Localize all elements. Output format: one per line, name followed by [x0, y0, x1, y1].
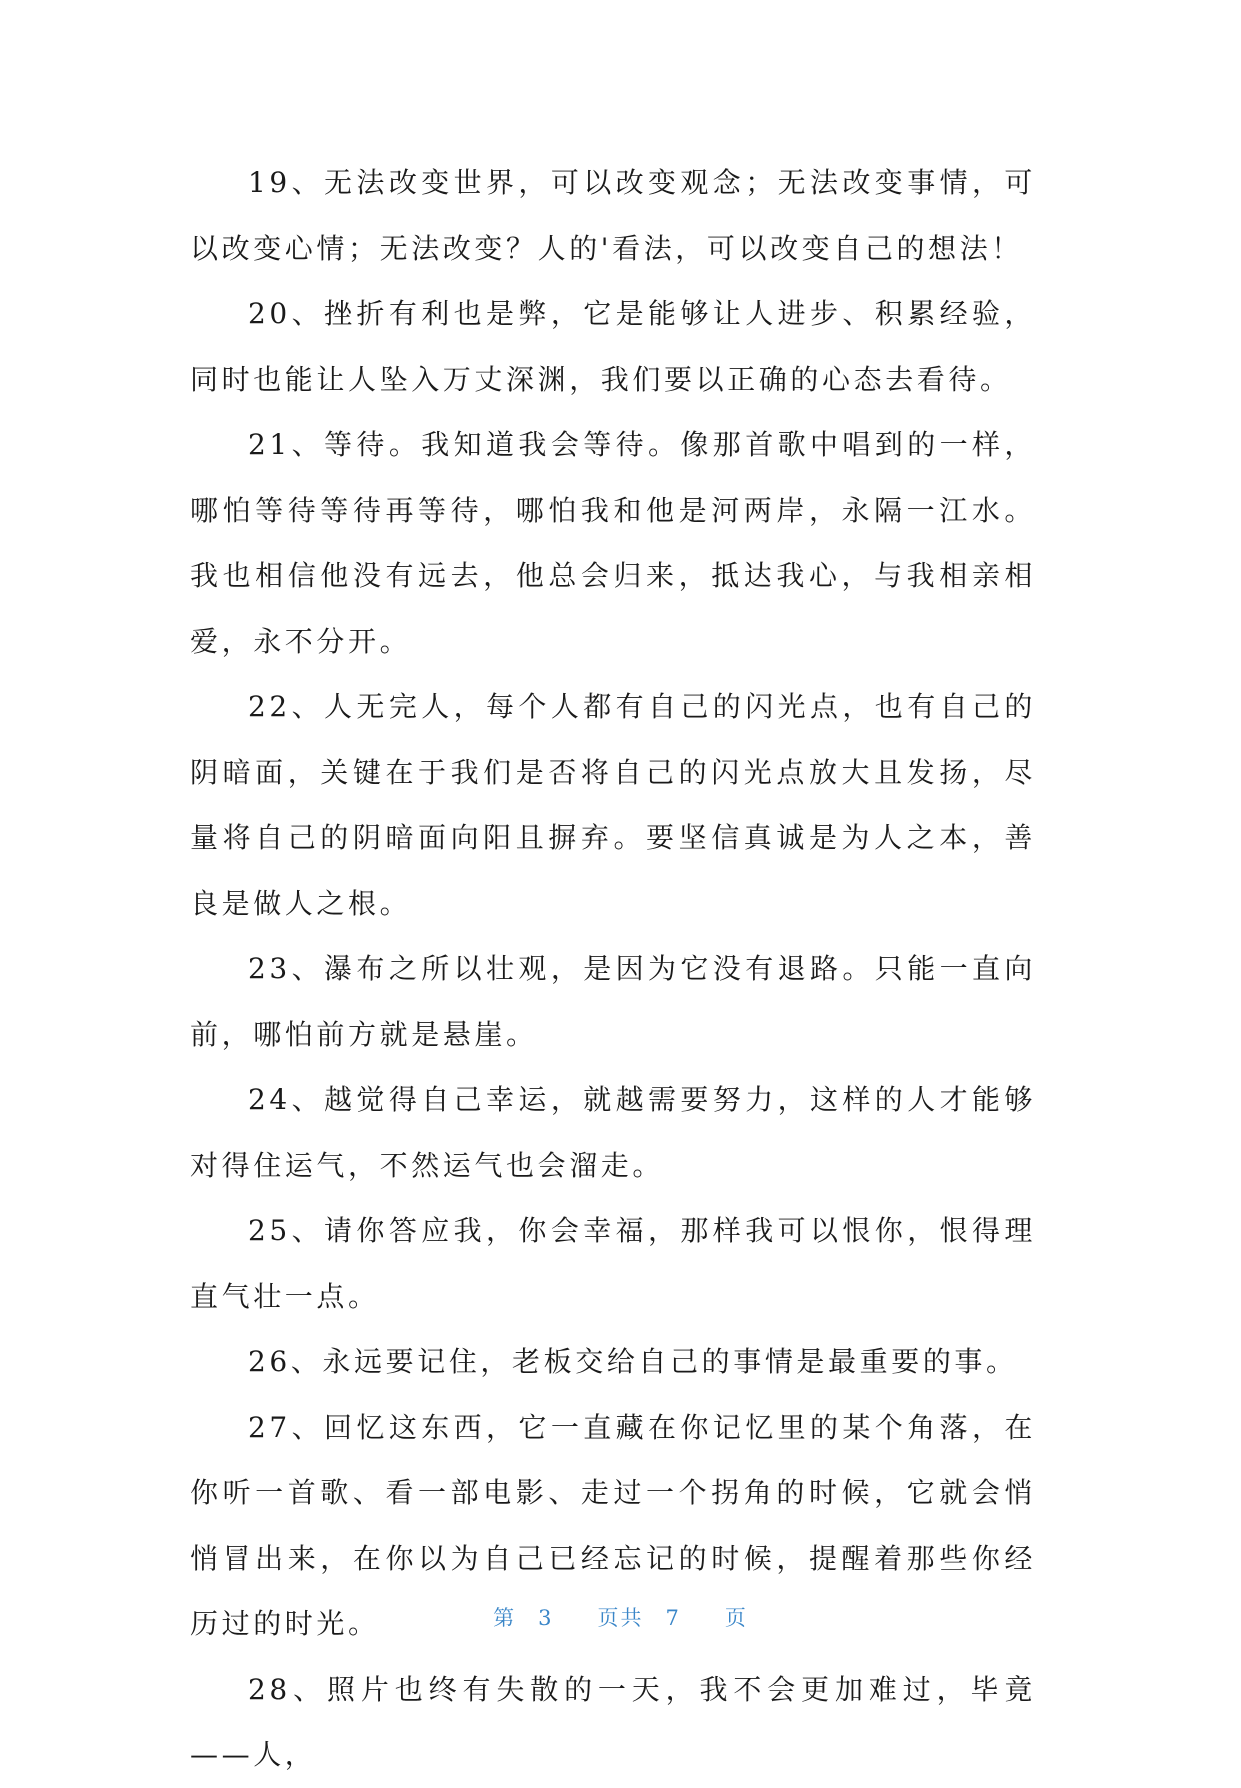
total-pages-number: 7	[665, 1606, 681, 1630]
paragraph-27: 27、回忆这东西，它一直藏在你记忆里的某个角落，在你听一首歌、看一部电影、走过一个拐角的时候，它就会悄悄冒出来，在你以为自己已经忘记的时候，提醒着那些你经历过的时光。	[190, 1410, 1036, 1640]
paragraph-21: 21、等待。我知道我会等待。像那首歌中唱到的一样，哪怕等待等待再等待，哪怕我和他是河两岸，永隔一江水。我也相信他没有远去，他总会归来，抵达我心，与我相亲相爱，永不分开。	[190, 428, 1036, 658]
paragraph-25: 25、请你答应我，你会幸福，那样我可以恨你，恨得理直气壮一点。	[190, 1214, 1036, 1313]
page-number-footer	[0, 1602, 1241, 1632]
paragraph-26: 26、永远要记住，老板交给自己的事情是最重要的事。	[248, 1345, 1018, 1378]
current-page-number: 3	[538, 1606, 554, 1630]
paragraph-22: 22、人无完人，每个人都有自己的闪光点，也有自己的阴暗面，关键在于我们是否将自己的闪光点放大且发扬，尽量将自己的阴暗面向阳且摒弃。要坚信真诚是为人之本，善良是做人之根。	[190, 690, 1036, 920]
paragraph-19: 19、无法改变世界，可以改变观念；无法改变事情，可以改变心情；无法改变？人的'看法，可以改变自己的想法！	[190, 166, 1036, 265]
paragraph-28: 28、照片也终有失散的一天，我不会更加难过，毕竟——人，	[190, 1672, 1036, 1771]
footer-middle: 页共	[597, 1606, 644, 1630]
document-body	[190, 150, 1036, 1788]
footer-prefix: 第	[493, 1606, 517, 1630]
paragraph-20: 20、挫折有利也是弊，它是能够让人进步、积累经验，同时也能让人坠入万丈深渊，我们要以正确的心态去看待。	[190, 297, 1036, 396]
paragraph-23: 23、瀑布之所以壮观，是因为它没有退路。只能一直向前，哪怕前方就是悬崖。	[190, 952, 1036, 1051]
footer-suffix: 页	[724, 1606, 748, 1630]
paragraph-24: 24、越觉得自己幸运，就越需要努力，这样的人才能够对得住运气，不然运气也会溜走。	[190, 1083, 1036, 1182]
